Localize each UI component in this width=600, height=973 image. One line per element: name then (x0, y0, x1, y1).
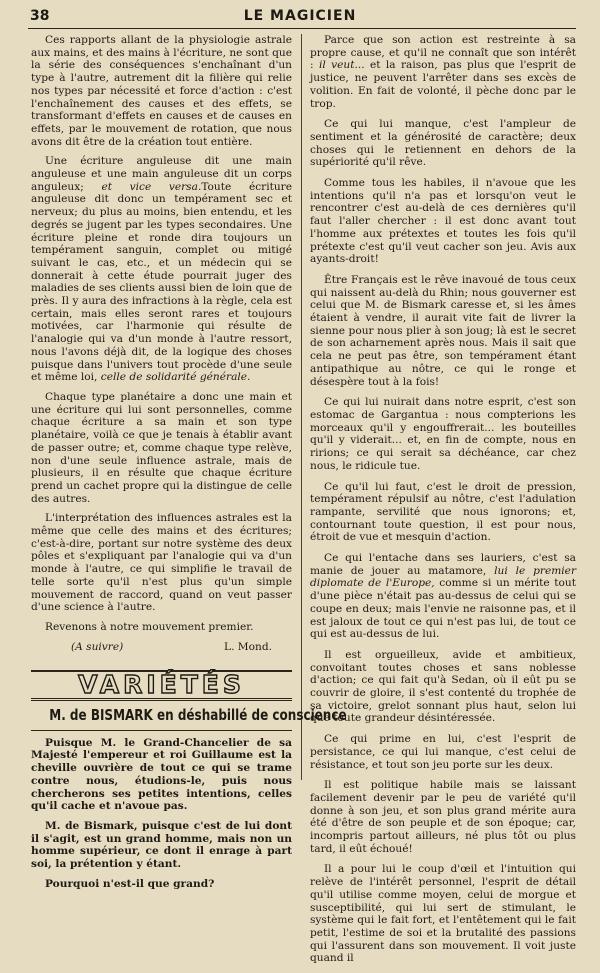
article-title: M. de BISMARK en déshabillé de conscience (49, 706, 347, 725)
paragraph: Revenons à notre mouvement premier. (45, 620, 254, 633)
to-be-continued: (A suivre) (71, 640, 124, 653)
paragraph: Il a pour lui le coup d'œil et l'intuition qui relève de l'intérêt personnel, l'esprit de détail qu'il utilise comme moyen, celui de morgue et susceptibilité, qui lui sert de stimulant, le système qui le fait fort, et l'entêtement qui le fait petit, l'estime de soi et la brutalité des passions qui l'assurent dans son mouvement. Il voit juste quand il (310, 863, 576, 965)
paragraph: Ce qui lui manque, c'est l'ampleur de sentiment et la générosité de caractère; deux choses qui le retiennent en dehors de la supériorité qu'il rêve. (310, 118, 576, 169)
paragraph: Ce qu'il lui faut, c'est le droit de pression, tempérament répulsif au nôtre, c'est l'adulation rampante, servilité que nous ignorons; et, contournant toute question, il est pour nous, étroit de vue et mesquin d'action. (310, 480, 576, 544)
paragraph: L'interprétation des influences astrales est la même que celle des mains et des écritures; c'est-à-dire, portant sur notre système des deux pôles et s'expliquant par l'analogie qui va d'un monde à l'autre, ce qui simplifie le travail de telle sorte qu'il n'est plus qu'un simple mouvement de raccord, quand on veut passer d'une science à l'autre. (31, 512, 292, 614)
paragraph: Être Français est le rêve inavoué de tous ceux qui naissent au-delà du Rhin; nous gouverner est celui que M. de Bismark caresse et, si les âmes étaient à vendre, il aurait vite fait de livrer la sienne pour nous plier à son joug; là est le secret de son acharnement après nous. Mais il sait que cela ne peut pas être, son tempérament étant antipathique au nôtre, ce qui le ronge et désespère tout à la fois! (310, 273, 576, 388)
article-paragraph: M. de Bismark, puisque c'est de lui dont il s'agit, est un grand homme, mais non un homme supérieur, ce dont il enrage à part soi, la prétention y étant. (31, 819, 292, 871)
paragraph: Ce qui l'entache dans ses lauriers, c'est sa manie de jouer au matamore, lui le premier diplomate de l'Europe, comme si un mérite tout d'une pièce n'était pas au-dessus de celui qui se coupe en deux; mais l'envie ne raisonne pas, et il est jaloux de tout ce qui n'est pas lui, de tout ce qui est au-dessus de lui. (310, 552, 577, 641)
article-rule (31, 730, 292, 731)
column-divider (301, 34, 302, 780)
paragraph: Une écriture anguleuse dit une main anguleuse et une main anguleuse dit un corps anguleux; et vice versa.Toute écriture anguleuse dit donc un tempérament sec et nerveux; du plus au moins, bien entendu, et les degrés se jugent par les types secondaires. Une écriture pleine et ronde dira toujours un tempérament sanguin, complet ou mitigé suivant le cas, etc., et un médecin qui se donnerait à cette étude pourrait juger des maladies de ses clients aussi bien de loin que de près. Il y aura des infractions à la règle, cela est certain, mais elles seront rares et toujours motivées, car l'harmonie qui résulte de l'analogie qui va d'un monde à l'autre ressort, nous l'avons déjà dit, de la logique des choses puisque dans l'univers tout procède d'une seule et même loi, celle de solidarité générale. (31, 155, 293, 384)
section-title: VARIÉTÉS (78, 670, 245, 700)
paragraph: Il est politique habile mais se laissant facilement devenir par le peu de variété qu'il donne à son jeu, et son plus grand mérite aura été d'être de son peuple et de son époque; car, incompris partout ailleurs, né plus tôt ou plus tard, il eût échoué! (310, 779, 576, 855)
signature (31, 641, 292, 654)
author-name: L. Mond. (224, 640, 272, 653)
paragraph: Ce qui lui nuirait dans notre esprit, c'est son estomac de Gargantua : nous compterions les morceaux qu'il y engouffrerait... les bouteilles qu'il y viderait... et, en fin de compte, nous en ririons; ce qui serait sa déchéance, car chez nous, le ridicule tue. (310, 396, 576, 472)
paragraph: Comme tous les habiles, il n'avoue que les intentions qu'il n'a pas et lorsqu'on veut le rencontrer c'est au-delà de ces dernières qu'il faut l'aller chercher : il est donc avant tout l'homme aux prétextes et toutes les fois qu'il prétexte c'est qu'il veut cacher son jeu. Avis aux ayants-droit! (310, 177, 576, 266)
left-column (31, 34, 347, 897)
header-rule (28, 28, 576, 29)
paragraph: Ce qui prime en lui, c'est l'esprit de persistance, ce qui lui manque, c'est celui de résistance, et tout son jeu porte sur les deux. (310, 733, 576, 771)
paragraph: Ces rapports allant de la physiologie astrale aux mains, et des mains à l'écriture, ne sont que la série des conséquences s'enchaînant d'un type à l'autre, autrement dit la filière qui relie nos types par nécessité et force d'action : c'est l'enchaînement des causes et des effets, se transformant d'effets en causes et de causes en effets, par le mouvement de rotation, que nous avons dit être de la création tout entière. (31, 34, 292, 148)
paragraph: Parce que son action est restreinte à sa propre cause, et qu'il ne connaît que son intérêt : il veut... et la raison, pas plus que l'esprit de justice, ne peuvent l'arrêter dans ses excès de volition. En fait de volonté, il pèche donc par le trop. (310, 34, 576, 110)
paragraph: Il est orgueilleux, avide et ambitieux, convoitant toutes choses et sans noblesse d'action; ce qui fait qu'à Sedan, où il eût pu se couvrir de gloire, il s'est contenté du trophée de sa victoire, grelot sonnant plus haut, selon lui que toute grandeur désintéressée. (310, 648, 576, 725)
article-paragraph: Puisque M. le Grand-Chancelier de sa Majesté l'empereur et roi Guillaume est la cheville ouvrière de tout ce qui se trame contre nous, étudions-le, puis nous chercherons ses petites intentions, celles qu'il cache et n'avoue pas. (31, 736, 292, 813)
article-paragraph: Pourquoi n'est-il que grand? (45, 877, 215, 890)
right-column (310, 34, 576, 973)
page-number: 38 (30, 8, 50, 24)
paragraph: Chaque type planétaire a donc une main et une écriture qui lui sont personnelles, comme chaque écriture a sa main et son type planétaire, voilà ce que je tenais à établir avant de passer outre; et, comme chaque type relève, non d'une seule influence astrale, mais de plusieurs, il en résulte que chaque écriture prend un cachet propre qui la distingue de celle des autres. (31, 390, 292, 505)
page-title: LE MAGICIEN (243, 8, 357, 24)
